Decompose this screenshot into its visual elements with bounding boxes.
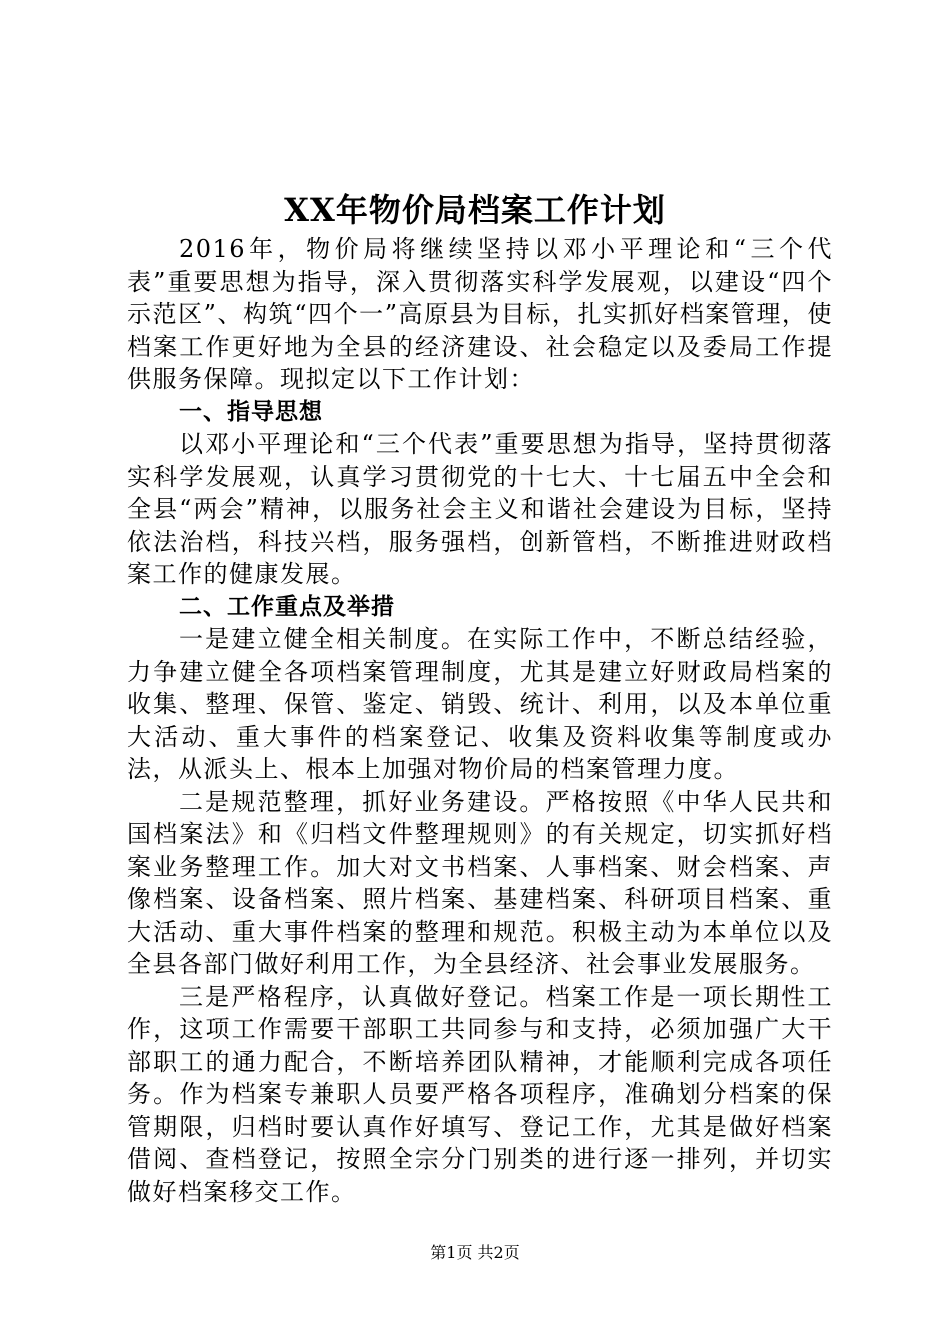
document-body — [127, 233, 833, 1208]
intro-paragraph: 2016年，物价局将继续坚持以邓小平理论和“三个代表”重要思想为指导，深入贯彻落实科学发展观，以建设“四个示范区”、构筑“四个一”高原县为目标，扎实抓好档案管理，使档案工作更好地为全县的经济建设、社会稳定以及委局工作提供服务保障。现拟定以下工作计划： — [127, 235, 833, 393]
section-heading-guiding-ideology: 一、指导思想 — [179, 398, 323, 425]
measure-paragraph-1: 一是建立健全相关制度。在实际工作中，不断总结经验，力争建立健全各项档案管理制度，尤其是建立好财政局档案的收集、整理、保管、鉴定、销毁、统计、利用，以及本单位重大活动、重大事件的档案登记、收集及资料收集等制度或办法，从派头上、根本上加强对物价局的档案管理力度。 — [127, 625, 833, 783]
section-heading-key-measures: 二、工作重点及举措 — [179, 593, 395, 620]
guiding-ideology-paragraph: 以邓小平理论和“三个代表”重要思想为指导，坚持贯彻落实科学发展观，认真学习贯彻党的十七大、十七届五中全会和全县“两会”精神，以服务社会主义和谐社会建设为目标，坚持依法治档，科技兴档，服务强档，创新管档，不断推进财政档案工作的健康发展。 — [127, 430, 833, 588]
measure-paragraph-3: 三是严格程序，认真做好登记。档案工作是一项长期性工作，这项工作需要干部职工共同参与和支持，必须加强广大干部职工的通力配合，不断培养团队精神，才能顺利完成各项任务。作为档案专兼职人员要严格各项程序，准确划分档案的保管期限，归档时要认真作好填写、登记工作，尤其是做好档案借阅、查档登记，按照全宗分门别类的进行逐一排列，并切实做好档案移交工作。 — [127, 982, 833, 1206]
page-footer: 第1页 共2页 — [430, 1243, 520, 1262]
measure-paragraph-2: 二是规范整理，抓好业务建设。严格按照《中华人民共和国档案法》和《归档文件整理规则》的有关规定，切实抓好档案业务整理工作。加大对文书档案、人事档案、财会档案、声像档案、设备档案、照片档案、基建档案、科研项目档案、重大活动、重大事件档案的整理和规范。积极主动为本单位以及全县各部门做好利用工作，为全县经济、社会事业发展服务。 — [127, 787, 833, 978]
document-title: XX年物价局档案工作计划 — [284, 191, 666, 229]
